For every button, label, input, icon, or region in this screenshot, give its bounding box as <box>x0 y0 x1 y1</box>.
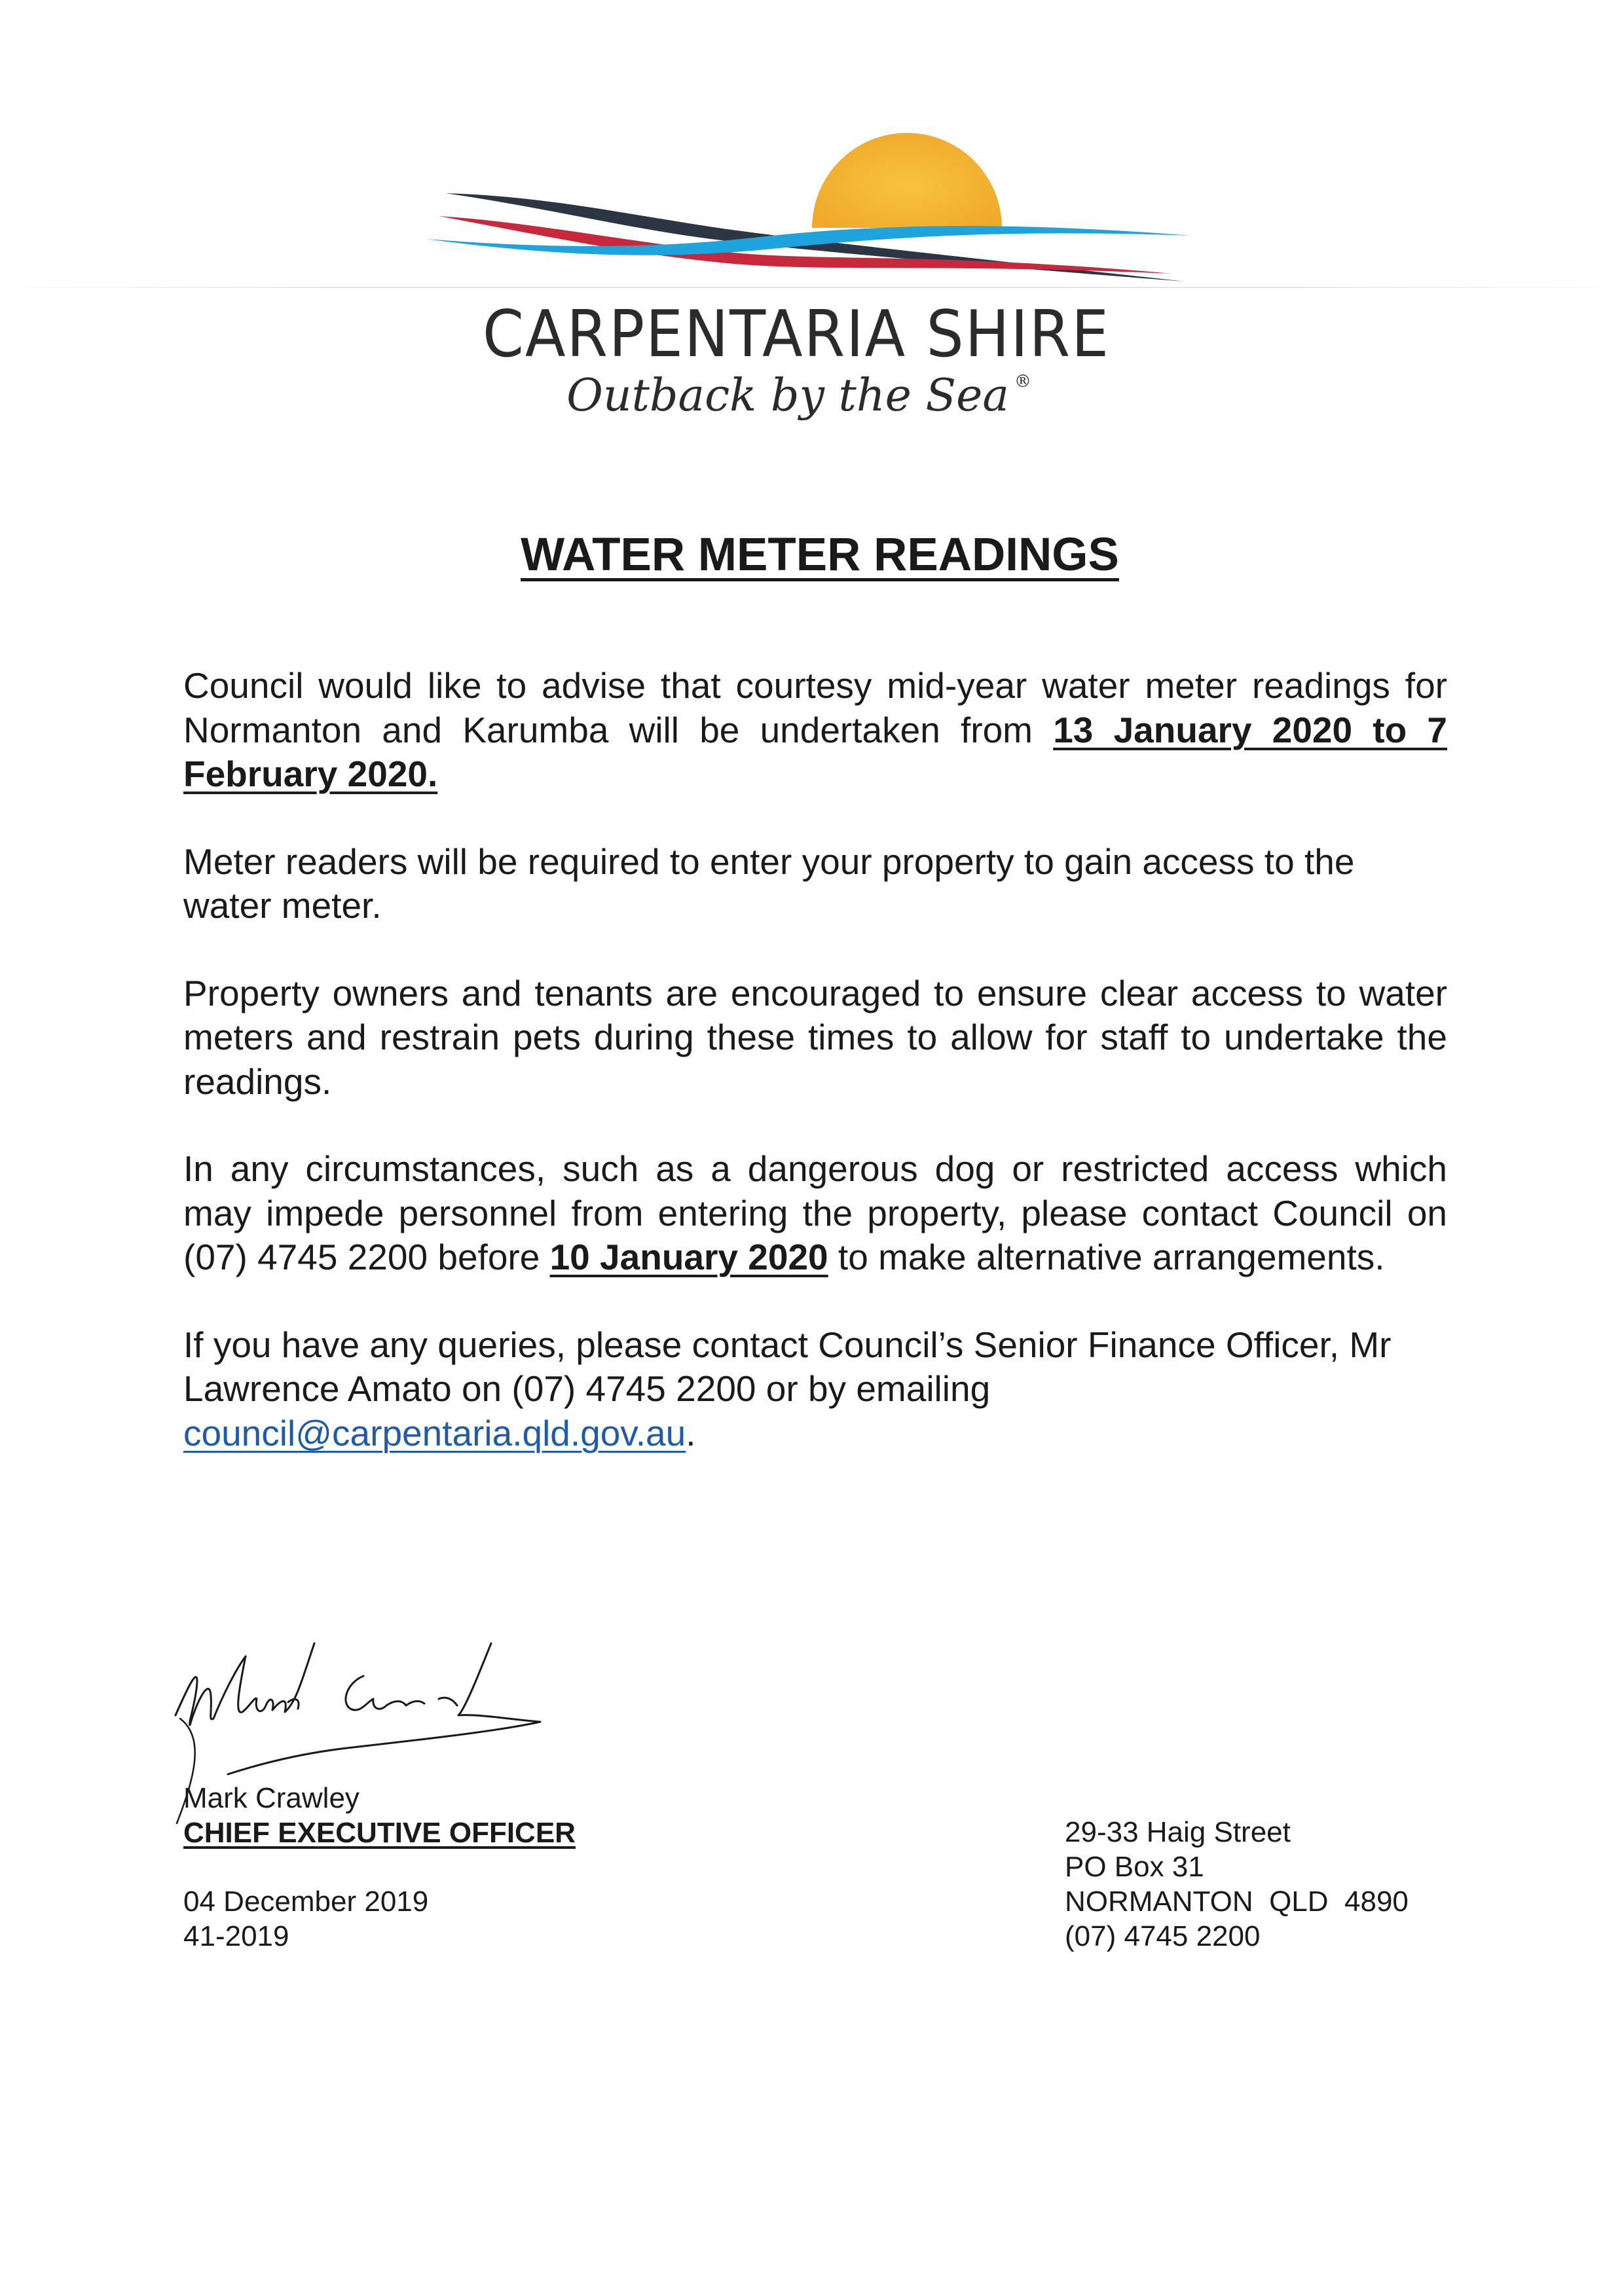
carpentaria-shire-logo-icon <box>419 118 1205 295</box>
paragraph-reading-dates: Council would like to advise that courtesy mid-year water meter readings for Normanton and Karumba will be undertaken from 13 January 2020 to 7 February 2020. <box>183 665 1447 794</box>
signatory-role: CHIEF EXECUTIVE OFFICER <box>183 1817 576 1849</box>
contact-deadline-date: 10 January 2020 <box>549 1237 828 1277</box>
address-po-box: PO Box 31 <box>1065 1851 1204 1883</box>
signoff-block <box>183 1781 576 1954</box>
paragraph-circumstances: In any circumstances, such as a dangerous dog or restricted access which may impede personnel from entering the property, please contact Council on (07) 4745 2200 before 10 January 2020 to make alternative arrangements. <box>183 1148 1447 1277</box>
paragraph-queries: If you have any queries, please contact Council’s Senior Finance Officer, Mr Lawrence Amato on (07) 4745 2200 or by emailing council@carpentaria.qld.gov.au. <box>183 1324 1392 1453</box>
registered-mark: ® <box>1014 372 1031 392</box>
address-street: 29-33 Haig Street <box>1065 1816 1291 1848</box>
council-address <box>1065 1815 1409 1954</box>
document-title: WATER METER READINGS <box>521 529 1119 581</box>
header-divider <box>0 287 1624 288</box>
paragraph-clear-access: Property owners and tenants are encouraged to ensure clear access to water meters and restrain pets during these times to allow for staff to undertake the readings. <box>183 972 1447 1102</box>
email-link[interactable]: council@carpentaria.qld.gov.au <box>183 1412 686 1453</box>
address-town: NORMANTON QLD 4890 <box>1065 1886 1409 1918</box>
letter-date: 04 December 2019 <box>183 1886 429 1918</box>
reference-number: 41-2019 <box>183 1920 289 1952</box>
reading-period-dates: 13 January 2020 to 7 February 2020. <box>183 709 1447 794</box>
letter-body <box>183 664 1447 1499</box>
signatory-name: Mark Crawley <box>183 1782 360 1814</box>
address-phone: (07) 4745 2200 <box>1065 1920 1261 1952</box>
logo-organisation-name: CARPENTARIA SHIRE <box>483 297 1110 372</box>
paragraph-access: Meter readers will be required to enter your property to gain access to the water meter. <box>183 841 1355 926</box>
logo-tagline: Outback by the Sea ® <box>566 370 1031 422</box>
